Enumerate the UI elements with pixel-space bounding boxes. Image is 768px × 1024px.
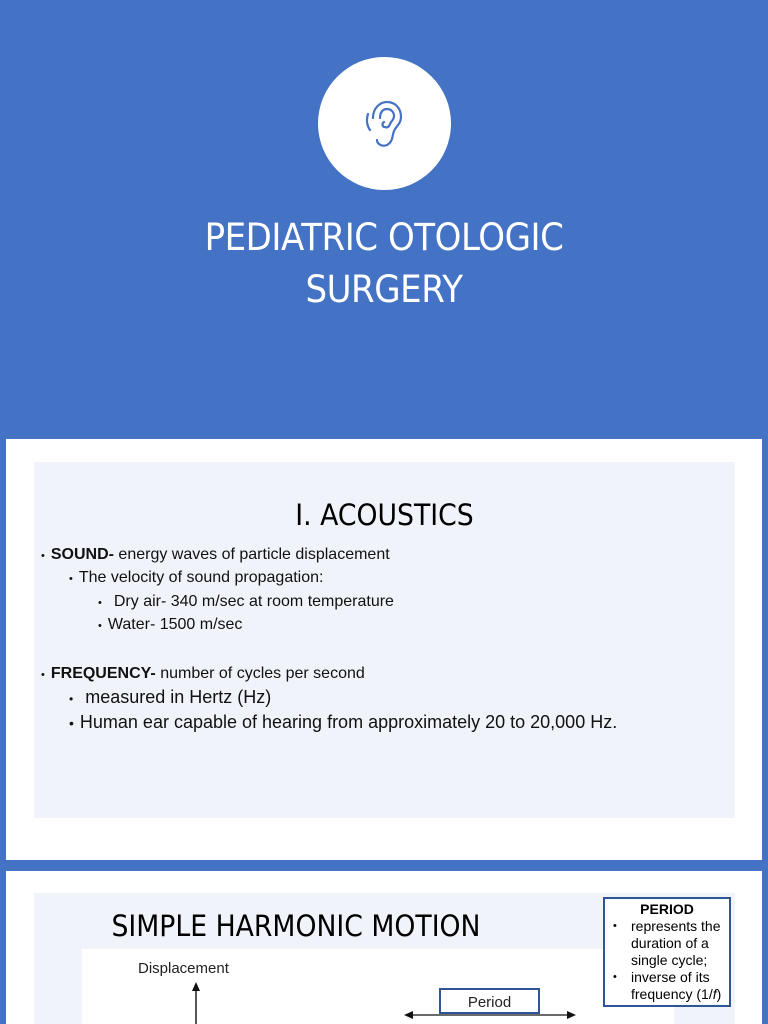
period-box-title: PERIOD <box>640 901 694 917</box>
bullet-water: • Water- 1500 m/sec <box>98 616 243 633</box>
period-box-item-1: • represents the duration of a single cycle; <box>611 918 725 969</box>
acoustics-slide <box>6 439 762 860</box>
title-line-2: SURGERY <box>305 268 463 311</box>
bullet-frequency: • FREQUENCY- number of cycles per second <box>41 665 365 682</box>
text-velocity: The velocity of sound propagation: <box>78 569 324 586</box>
def-frequency: number of cycles per second <box>155 665 365 682</box>
period-item2-prefix: inverse of its frequency (1/ <box>631 969 713 1002</box>
content-panel <box>34 462 735 818</box>
period-box-item-2 <box>611 969 725 1003</box>
slide-heading: SIMPLE HARMONIC MOTION <box>111 909 481 943</box>
title-line-1: PEDIATRIC OTOLOGIC <box>204 216 564 259</box>
period-item2-italic: f <box>712 986 717 1002</box>
period-label: Period <box>467 994 512 1011</box>
text-water: Water- 1500 m/sec <box>107 616 243 633</box>
period-definition-box <box>603 897 731 1007</box>
y-axis-arrow <box>192 982 200 991</box>
bullet-human-ear: • Human ear capable of hearing from approximately 20 to 20,000 Hz. <box>69 712 618 732</box>
y-axis-label: Displacement <box>138 960 229 977</box>
term-frequency: FREQUENCY- <box>50 665 156 682</box>
text-dry-air: Dry air- 340 m/sec at room temperature <box>113 593 394 610</box>
wave-diagram-svg <box>82 949 674 1024</box>
bullet-velocity: • The velocity of sound propagation: <box>69 569 324 586</box>
text-hertz: measured in Hertz (Hz) <box>85 687 272 707</box>
ear-icon <box>365 98 405 150</box>
period-item2-suffix: ) <box>716 986 722 1002</box>
title-slide <box>0 0 768 432</box>
text-human-ear: Human ear capable of hearing from approximately 20 to 20,000 Hz. <box>79 712 618 732</box>
bullet-dry-air: • Dry air- 340 m/sec at room temperature <box>98 593 394 610</box>
slide-heading: I. ACOUSTICS <box>295 498 474 532</box>
term-sound: SOUND- <box>50 546 114 563</box>
period-arrow-left <box>404 1011 413 1019</box>
period-arrow-right <box>567 1011 576 1019</box>
ear-icon-circle <box>318 57 451 190</box>
slide-title <box>31 212 738 316</box>
period-box-list <box>605 918 729 1003</box>
bullet-sound: • SOUND- energy waves of particle displacement <box>41 546 390 563</box>
def-sound: energy waves of particle displacement <box>113 546 390 563</box>
bullet-hertz: • measured in Hertz (Hz) <box>69 687 272 707</box>
harmonic-motion-slide <box>6 871 762 1024</box>
wave-diagram <box>82 949 674 1024</box>
